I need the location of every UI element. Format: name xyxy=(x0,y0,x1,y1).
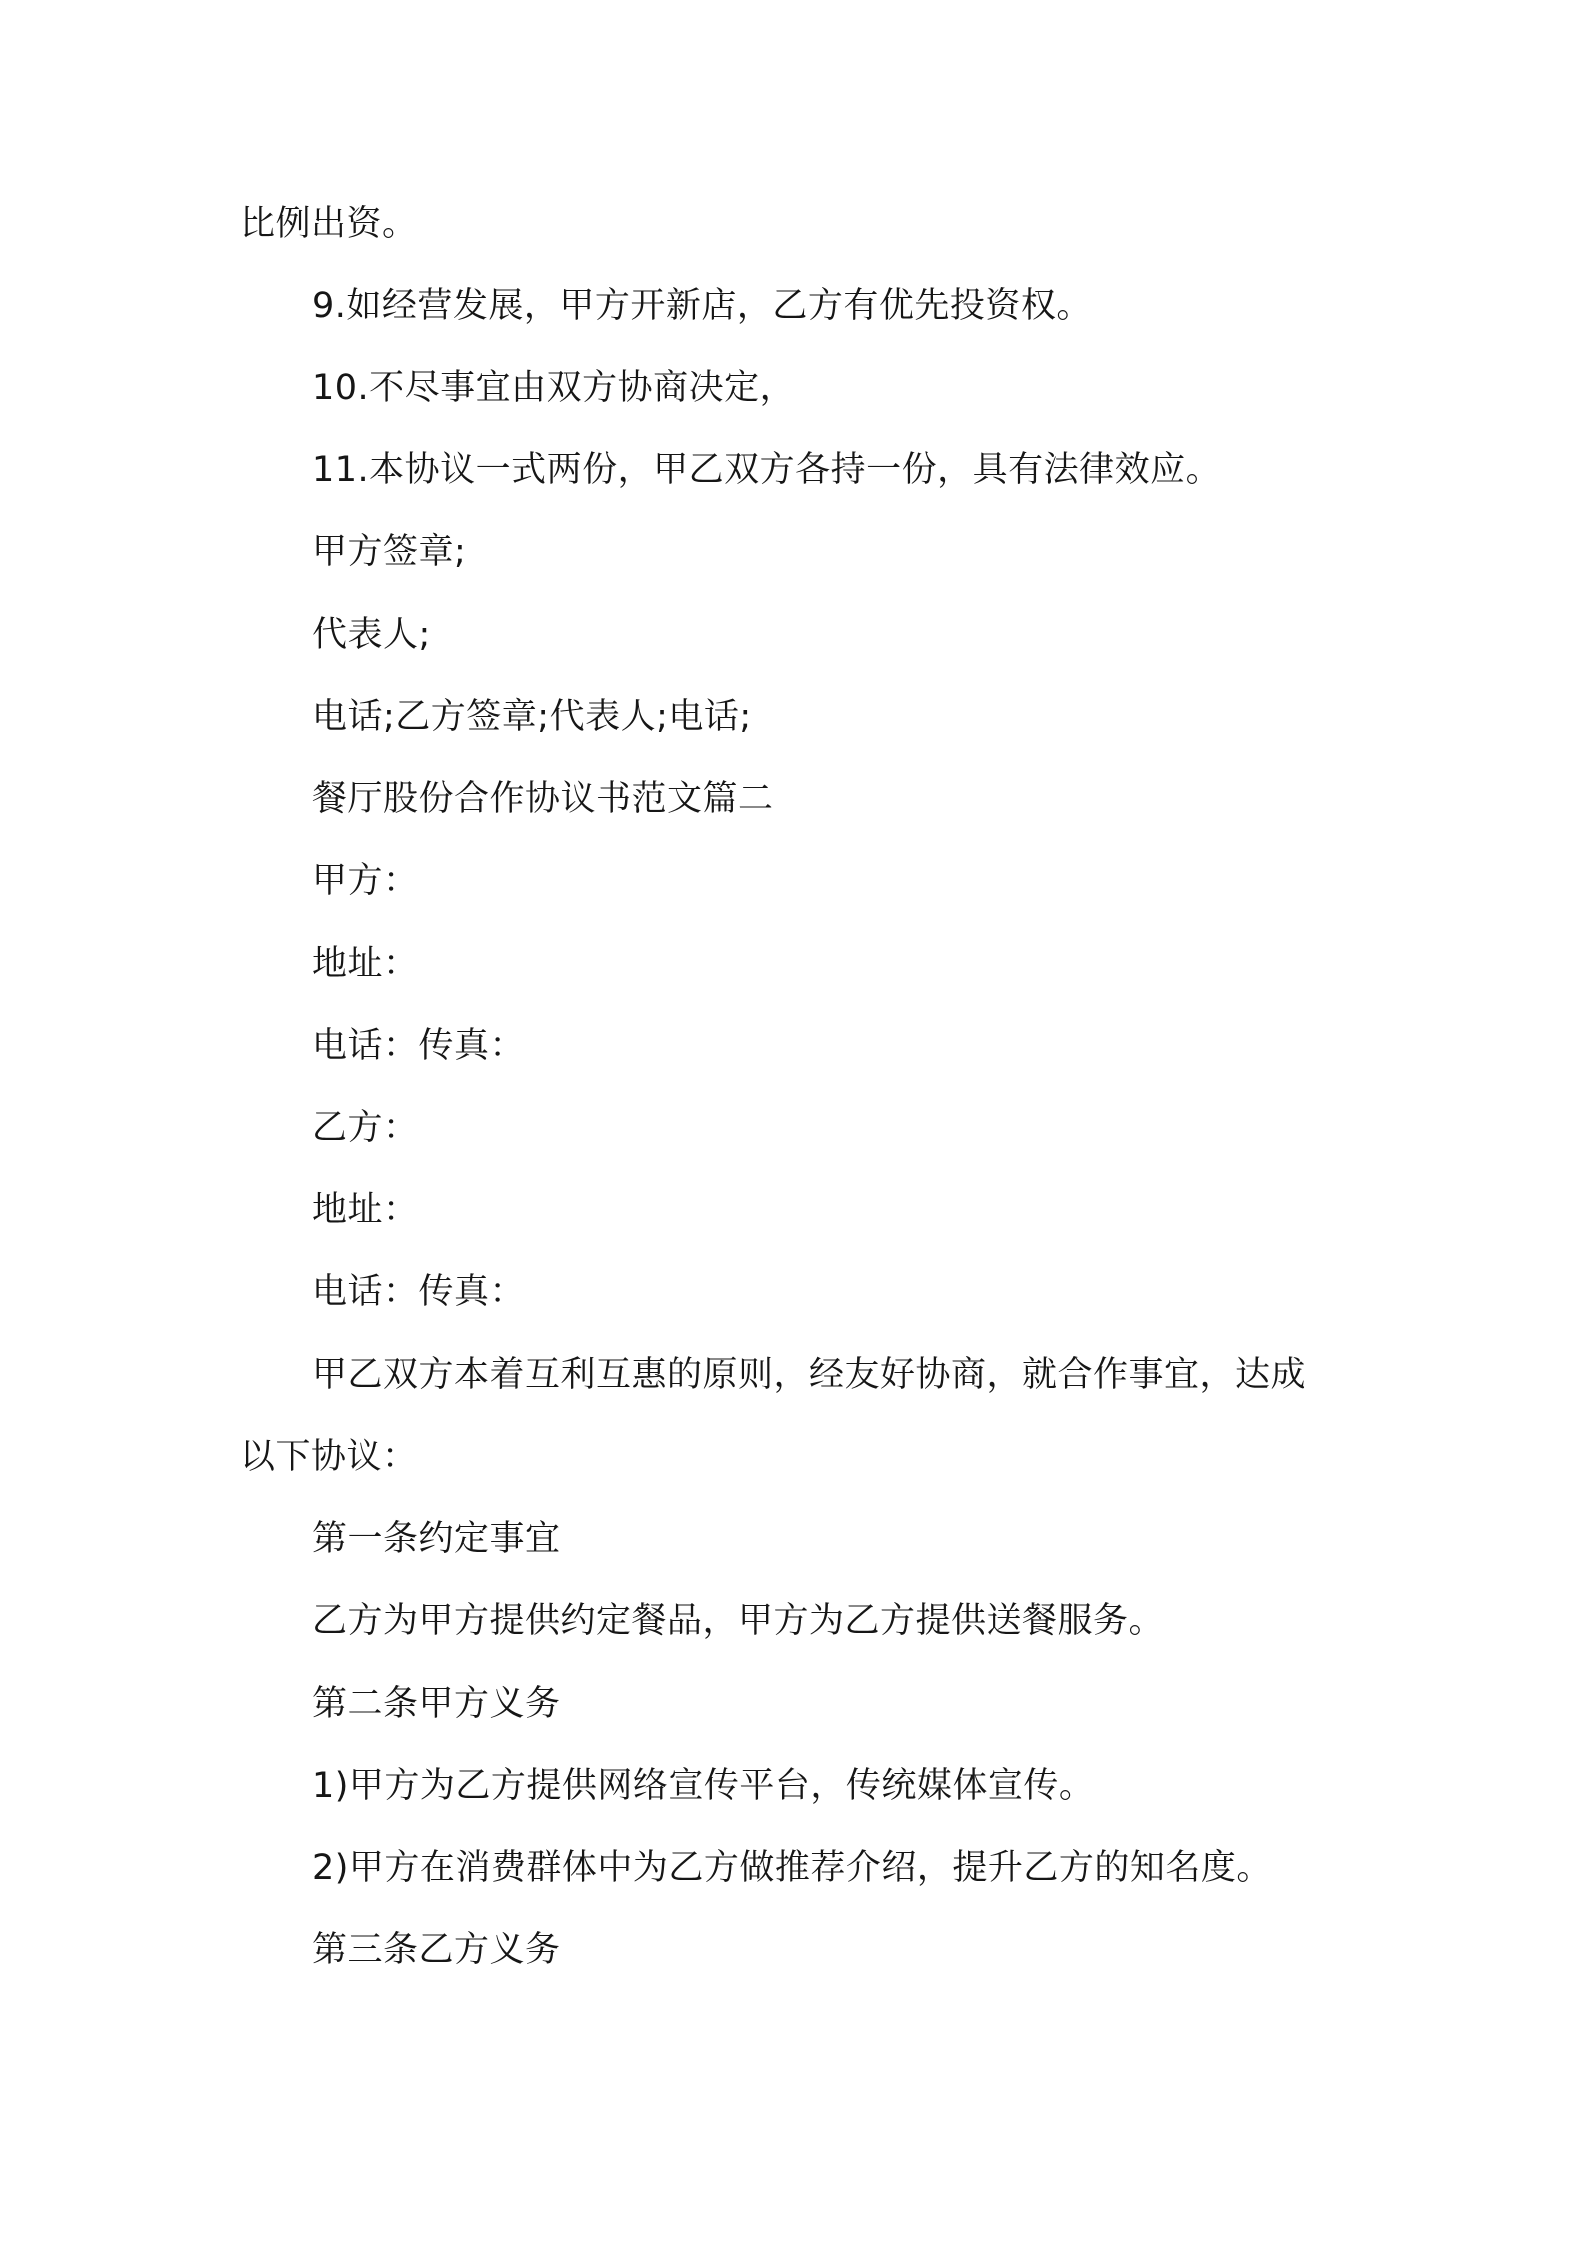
text-line: 代表人; xyxy=(312,615,431,655)
section-title: 餐厅股份合作协议书范文篇二 xyxy=(312,779,774,819)
text-line: 10.不尽事宜由双方协商决定， xyxy=(312,368,796,408)
text-line: 电话;乙方签章;代表人;电话; xyxy=(312,697,752,737)
text-line: 地址： xyxy=(312,1190,419,1230)
text-line: 电话：传真： xyxy=(312,1026,526,1066)
text-line: 比例出资。 xyxy=(240,204,418,244)
article-heading: 第二条甲方义务 xyxy=(312,1684,561,1724)
article-heading: 第三条乙方义务 xyxy=(312,1930,561,1970)
text-line: 电话：传真： xyxy=(312,1272,526,1312)
text-line: 甲乙双方本着互利互惠的原则，经友好协商，就合作事宜，达成 xyxy=(312,1355,1307,1395)
text-line: 乙方为甲方提供约定餐品，甲方为乙方提供送餐服务。 xyxy=(312,1601,1165,1641)
text-line: 甲方： xyxy=(312,861,419,901)
text-line: 地址： xyxy=(312,944,419,984)
text-line: 乙方： xyxy=(312,1108,419,1148)
text-line: 2)甲方在消费群体中为乙方做推荐介绍，提升乙方的知名度。 xyxy=(312,1848,1272,1888)
text-line: 9.如经营发展，甲方开新店，乙方有优先投资权。 xyxy=(312,286,1092,326)
text-line: 1)甲方为乙方提供网络宣传平台，传统媒体宣传。 xyxy=(312,1766,1095,1806)
article-heading: 第一条约定事宜 xyxy=(312,1519,561,1559)
text-line: 11.本协议一式两份，甲乙双方各持一份，具有法律效应。 xyxy=(312,450,1222,490)
text-line: 甲方签章; xyxy=(312,532,467,572)
text-line: 以下协议： xyxy=(240,1437,418,1477)
